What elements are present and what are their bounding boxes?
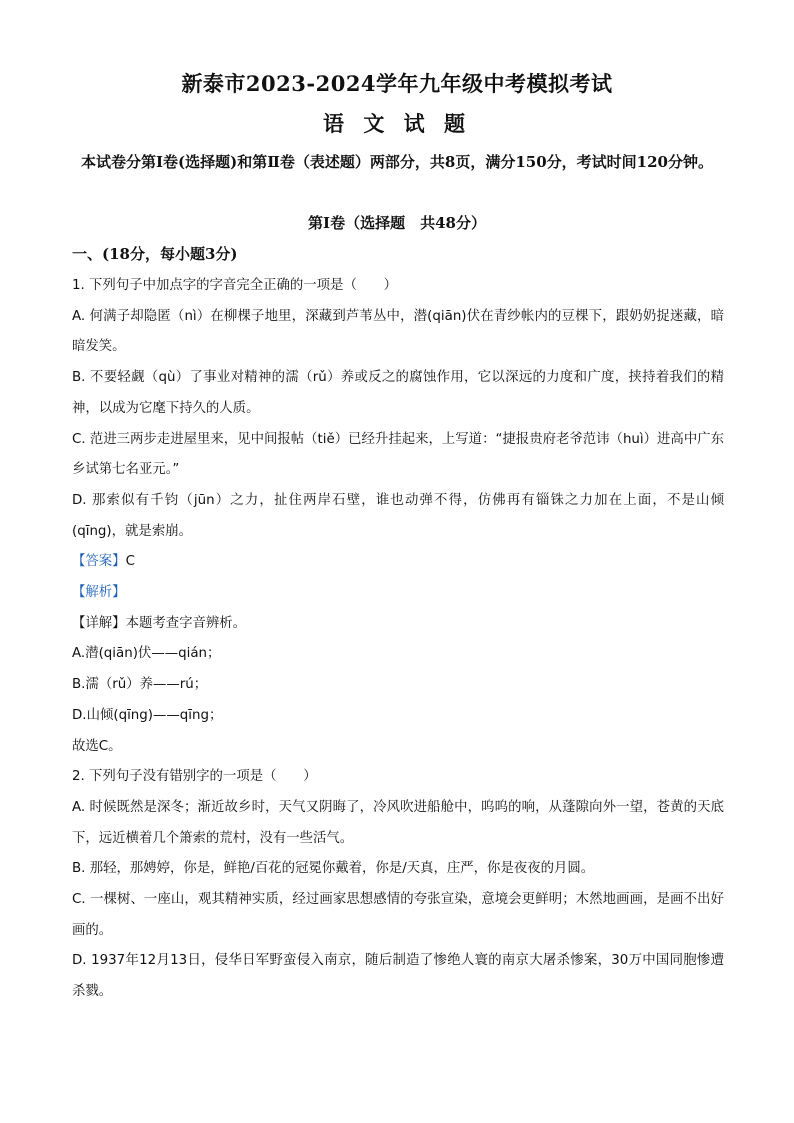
- q2-option-a: A. 时候既然是深冬；渐近故乡时，天气又阴晦了，冷风吹进船舱中，呜呜的响，从蓬隙向外一望，苍黄的天底下，远近横着几个箫索的荒村，没有一些活气。: [72, 799, 724, 846]
- q1-option-b: B. 不要轻觑（qù）了事业对精神的濡（rǔ）养或反之的腐蚀作用，它以深远的力度和广度，挟持着我们的精神，以成为它麾下持久的人质。: [72, 370, 724, 416]
- detail-text: 本题考查字音辨析。: [125, 615, 247, 631]
- q1-fix-b: B.濡（rǔ）养——rú；: [72, 677, 208, 693]
- q2-stem: 2. 下列句子没有错别字的一项是（ ）: [72, 769, 317, 785]
- part-heading: 一、(18分，每小题3分): [72, 245, 238, 263]
- q1-option-a: A. 何满子却隐匿（nì）在柳棵子地里，深藏到芦苇丛中，潜(qiān)伏在青纱帐内的豆棵下，跟奶奶捉迷藏，暗暗发笑。: [72, 308, 724, 355]
- question-content: [72, 271, 724, 1008]
- q2-option-b: B. 那轻，那娉婷，你是，鲜艳/百花的冠冕你戴着，你是/天真，庄严，你是夜夜的月圆。: [72, 861, 595, 877]
- detail-label: 【详解】: [72, 615, 126, 631]
- q1-fix-a: A.潜(qiān)伏——qián；: [72, 646, 221, 662]
- answer-label: 【答案】: [72, 554, 126, 570]
- answer-value: C: [125, 554, 135, 570]
- q1-option-d: D. 那索似有千钧（jūn）之力，扯住两岸石壁，谁也动弹不得，仿佛再有锱铢之力加在上面，不是山倾(qīng)，就是索崩。: [72, 492, 724, 539]
- exam-title: 新泰市2023-2024学年九年级中考模拟考试: [181, 71, 613, 96]
- exam-intro: 本试卷分第Ⅰ卷(选择题)和第Ⅱ卷（表述题）两部分，共8页，满分150分，考试时间120分钟。: [81, 153, 713, 171]
- q1-fix-d: D.山倾(qīng)——qīng；: [72, 707, 223, 723]
- q2-option-d: D. 1937年12月13日，侵华日军野蛮侵入南京，随后制造了惨绝人寰的南京大屠杀惨案，30万中国同胞惨遭杀戮。: [72, 953, 724, 1000]
- analysis-label: 【解析】: [72, 585, 126, 601]
- q1-conclusion: 故选C。: [72, 738, 122, 754]
- q1-detail: [72, 609, 724, 640]
- section-title: 第Ⅰ卷（选择题 共48分）: [308, 214, 486, 232]
- subject-title: 语 文 试 题: [323, 111, 471, 136]
- q1-stem: 1. 下列句子中加点字的字音完全正确的一项是（ ）: [72, 278, 398, 293]
- q1-option-c: C. 范进三两步走进屋里来，见中间报帖（tiě）已经升挂起来，上写道：“捷报贵府老爷范讳（huì）进高中广东乡试第七名亚元。”: [72, 431, 724, 478]
- q1-answer: [72, 547, 724, 578]
- q2-option-c: C. 一棵树、一座山，观其精神实质，经过画家思想感情的夸张宣染，意境会更鲜明；木然地画画，是画不出好画的。: [72, 892, 724, 938]
